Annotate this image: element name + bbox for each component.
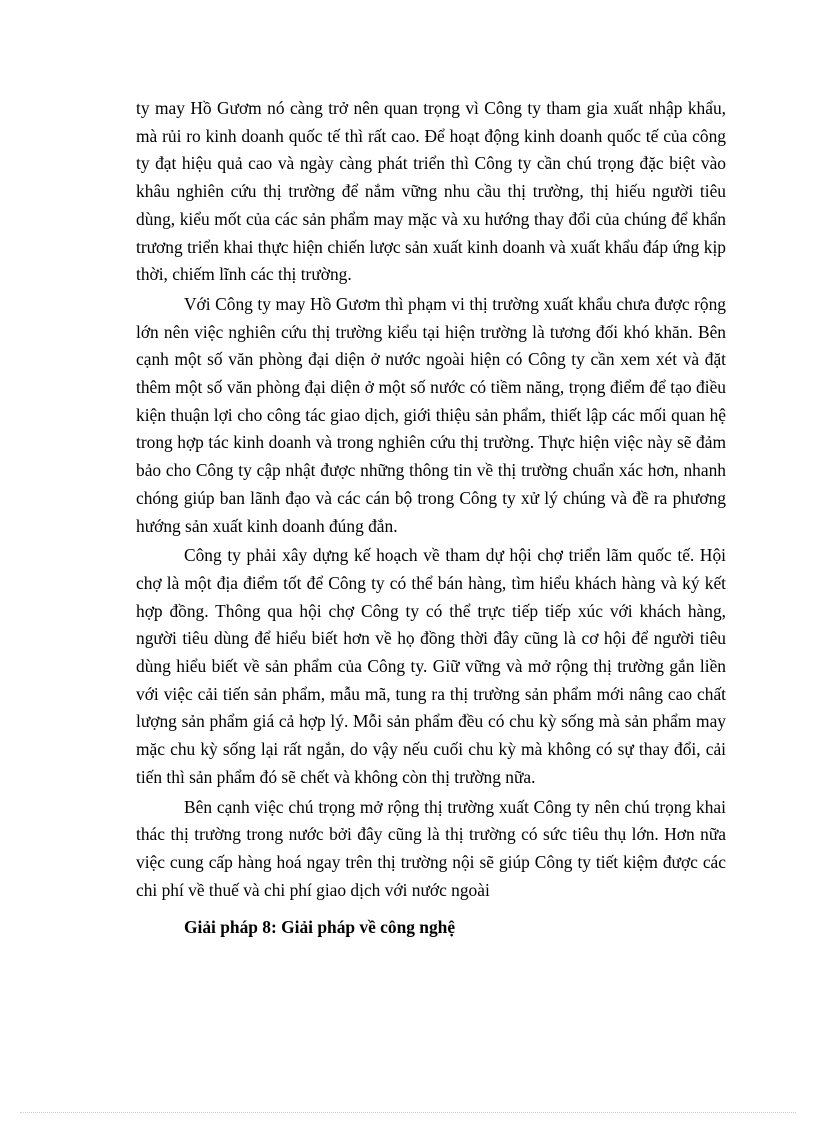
paragraph-domestic-market: Bên cạnh việc chú trọng mở rộng thị trường xuất Công ty nên chú trọng khai thác thị trường trong nước bởi đây cũng là thị trường có sức tiêu thụ lớn. Hơn nữa việc cung cấp hàng hoá ngay trên thị trường nội sẽ giúp Công ty tiết kiệm được các chi phí về thuế và chi phí giao dịch với nước ngoài — [136, 796, 726, 900]
paragraph-trade-fair: Công ty phải xây dựng kế hoạch về tham dự hội chợ triển lãm quốc tế. Hội chợ là một địa điểm tốt để Công ty có thể bán hàng, tìm hiểu khách hàng và ký kết hợp đồng. Thông qua hội chợ Công ty có thể trực tiếp tiếp xúc với khách hàng, người tiêu dùng để hiểu biết hơn về họ đồng thời đây cũng là cơ hội để người tiêu dùng hiểu biết về sản phẩm của Công ty. Giữ vững và mở rộng thị trường gắn liền với việc cải tiến sản phẩm, mẫu mã, tung ra thị trường sản phẩm mới nâng cao chất lượng sản phẩm giá cả hợp lý. Mỗi sản phẩm đều có chu kỳ sống mà sản phẩm may mặc chu kỳ sống lại rất ngắn, do vậy nếu cuối chu kỳ mà không có sự thay đổi, cải tiến thì sản phẩm đó sẽ chết và không còn thị trường nữa. — [136, 545, 726, 787]
document-body — [136, 95, 726, 941]
section-heading: Giải pháp 8: Giải pháp về công nghệ — [184, 917, 456, 938]
paragraph-market-research: Với Công ty may Hồ Gươm thì phạm vi thị trường xuất khẩu chưa được rộng lớn nên việc nghiên cứu thị trường kiểu tại hiện trường là tương đối khó khăn. Bên cạnh một số văn phòng đại diện ở nước ngoài hiện có Công ty cần xem xét và đặt thêm một số văn phòng đại diện ở một số nước có tiềm năng, trọng điểm để tạo điều kiện thuận lợi cho công tác giao dịch, giới thiệu sản phẩm, thiết lập các mối quan hệ trong hợp tác kinh doanh và trong nghiên cứu thị trường. Thực hiện việc này sẽ đảm bảo cho Công ty cập nhật được những thông tin về thị trường chuẩn xác hơn, nhanh chóng giúp ban lãnh đạo và các cán bộ trong Công ty xử lý chúng và đề ra phương hướng sản xuất kinh doanh đúng đắn. — [136, 293, 726, 536]
paragraph-continuation: ty may Hồ Gươm nó càng trở nên quan trọng vì Công ty tham gia xuất nhập khẩu, mà rủi ro kinh doanh quốc tế thì rất cao. Để hoạt động kinh doanh quốc tế của công ty đạt hiệu quả cao và ngày càng phát triển thì Công ty cần chú trọng đặc biệt vào khâu nghiên cứu thị trường để nắm vững nhu cầu thị trường, thị hiếu người tiêu dùng, kiểu mốt của các sản phẩm may mặc và xu hướng thay đổi của chúng để khẩn trương triển khai thực hiện chiến lược sản xuất kinh doanh và xuất khẩu đáp ứng kịp thời, chiếm lĩnh các thị trường. — [136, 98, 726, 285]
page-bottom-divider — [20, 1112, 796, 1113]
